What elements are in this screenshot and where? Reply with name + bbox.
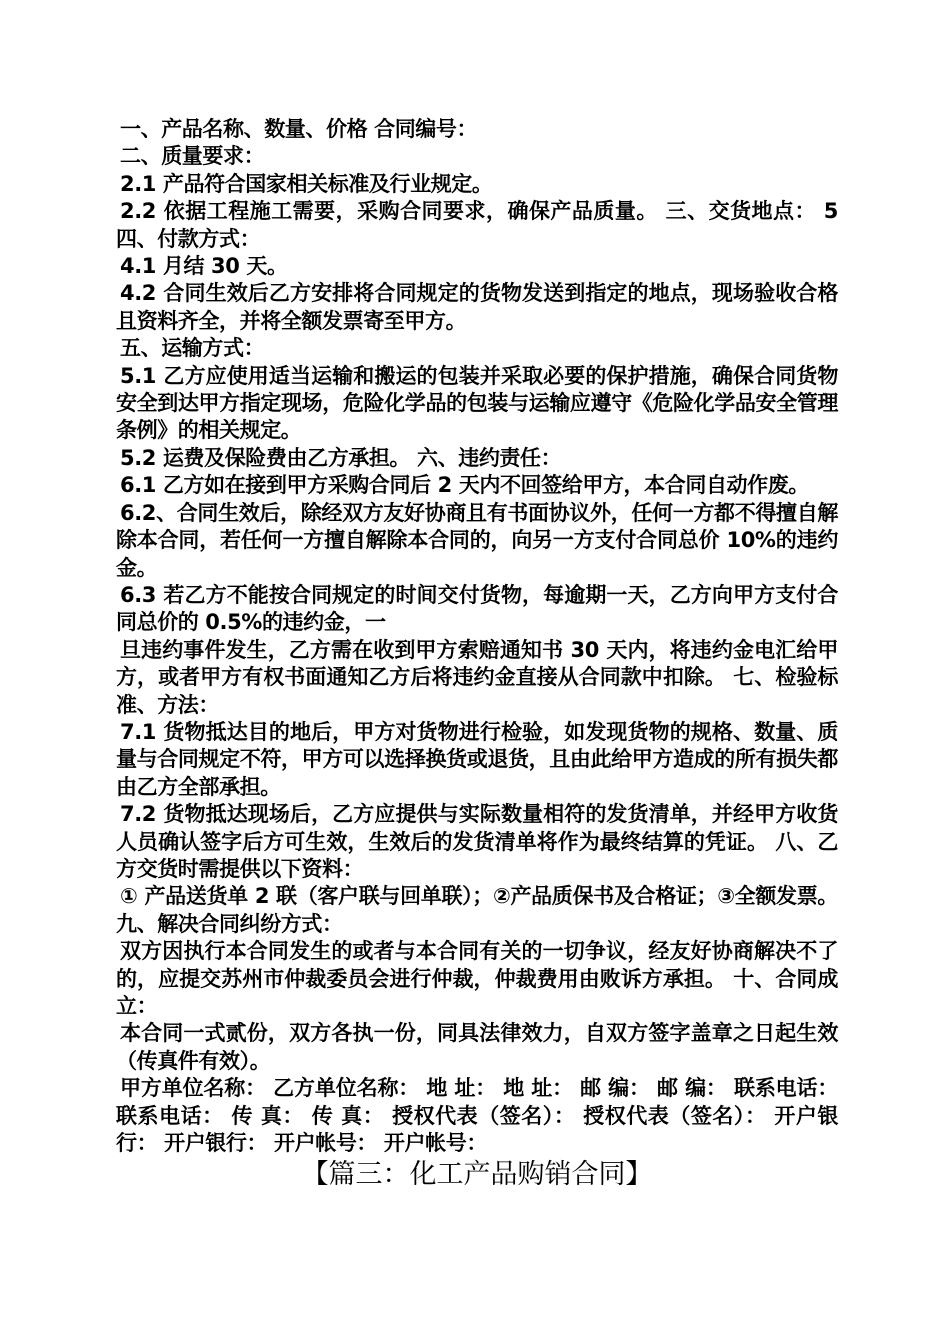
contract-document xyxy=(116,116,838,1192)
paragraph-signature-fields: 甲方单位名称： 乙方单位名称： 地 址： 地 址： 邮 编： 邮 编： 联系电话： 联系电话： 传 真： 传 真： 授权代表（签名）： 授权代表（签名）： 开户银行： 开户银行： 开户帐号： 开户帐号： xyxy=(116,1076,838,1156)
paragraph-6-2: 6.2、合同生效后，除经双方友好协商且有书面协议外，任何一方都不得擅自解除本合同，若任何一方擅自解除本合同的，向另一方支付合同总价 10%的违约金。 xyxy=(116,500,838,580)
paragraph-2-2: 2.2 依据工程施工需要，采购合同要求，确保产品质量。 三、交货地点： 5 四、付款方式： xyxy=(116,199,838,251)
paragraph-product-name: 一、产品名称、数量、价格 合同编号： xyxy=(120,117,478,141)
paragraph-6-3: 6.3 若乙方不能按合同规定的时间交付货物，每逾期一天，乙方向甲方支付合同总价的 0.5%的违约金，一 xyxy=(116,582,838,635)
paragraph-5-1: 5.1 乙方应使用适当运输和搬运的包装并采取必要的保护措施，确保合同货物安全到达甲方指定现场，危险化学品的包装与运输应遵守《危险化学品安全管理条例》的相关规定。 xyxy=(116,363,838,443)
paragraph-effective: 本合同一式贰份，双方各执一份，同具法律效力，自双方签字盖章之日起生效（传真件有效）。 xyxy=(116,1021,838,1073)
paragraph-4-1: 4.1 月结 30 天。 xyxy=(120,254,288,279)
paragraph-4-2: 4.2 合同生效后乙方安排将合同规定的货物发送到指定的地点，现场验收合格且资料齐全，并将全额发票寄至甲方。 xyxy=(116,281,838,333)
paragraph-2-1: 2.1 产品符合国家相关标准及行业规定。 xyxy=(120,171,493,196)
paragraph-delivery-docs: ① 产品送货单 2 联（客户联与回单联）；②产品质保书及合格证；③全额发票。 九、解决合同纠纷方式： xyxy=(116,884,838,936)
paragraph-quality-heading: 二、质量要求： xyxy=(120,144,265,169)
paragraph-7-1: 7.1 货物抵达目的地后，甲方对货物进行检验，如发现货物的规格、数量、质量与合同规定不符，甲方可以选择换货或退货，且由此给甲方造成的所有损失都由乙方全部承担。 xyxy=(116,719,838,799)
paragraph-5-2: 5.2 运费及保险费由乙方承担。 六、违约责任： xyxy=(120,445,562,470)
paragraph-7-2: 7.2 货物抵达现场后，乙方应提供与实际数量相符的发货清单，并经甲方收货人员确认签字后方可生效，生效后的发货清单将作为最终结算的凭证。 八、乙方交货时需提供以下资料： xyxy=(116,802,838,881)
paragraph-6-3-cont: 旦违约事件发生，乙方需在收到甲方索赔通知书 30 天内，将违约金电汇给甲方，或者甲方有权书面通知乙方后将违约金直接从合同款中扣除。 七、检验标准、方法： xyxy=(116,637,838,717)
paragraph-transport-heading: 五、运输方式： xyxy=(120,336,265,361)
paragraph-dispute: 双方因执行本合同发生的或者与本合同有关的一切争议，经友好协商解决不了的，应提交苏州市仲裁委员会进行仲裁，仲裁费用由败诉方承担。 十、合同成立： xyxy=(116,939,838,1018)
paragraph-6-1: 6.1 乙方如在接到甲方采购合同后 2 天内不回签给甲方，本合同自动作废。 xyxy=(120,473,809,498)
section-title: 【篇三：化工产品购销合同】 xyxy=(301,1159,653,1191)
